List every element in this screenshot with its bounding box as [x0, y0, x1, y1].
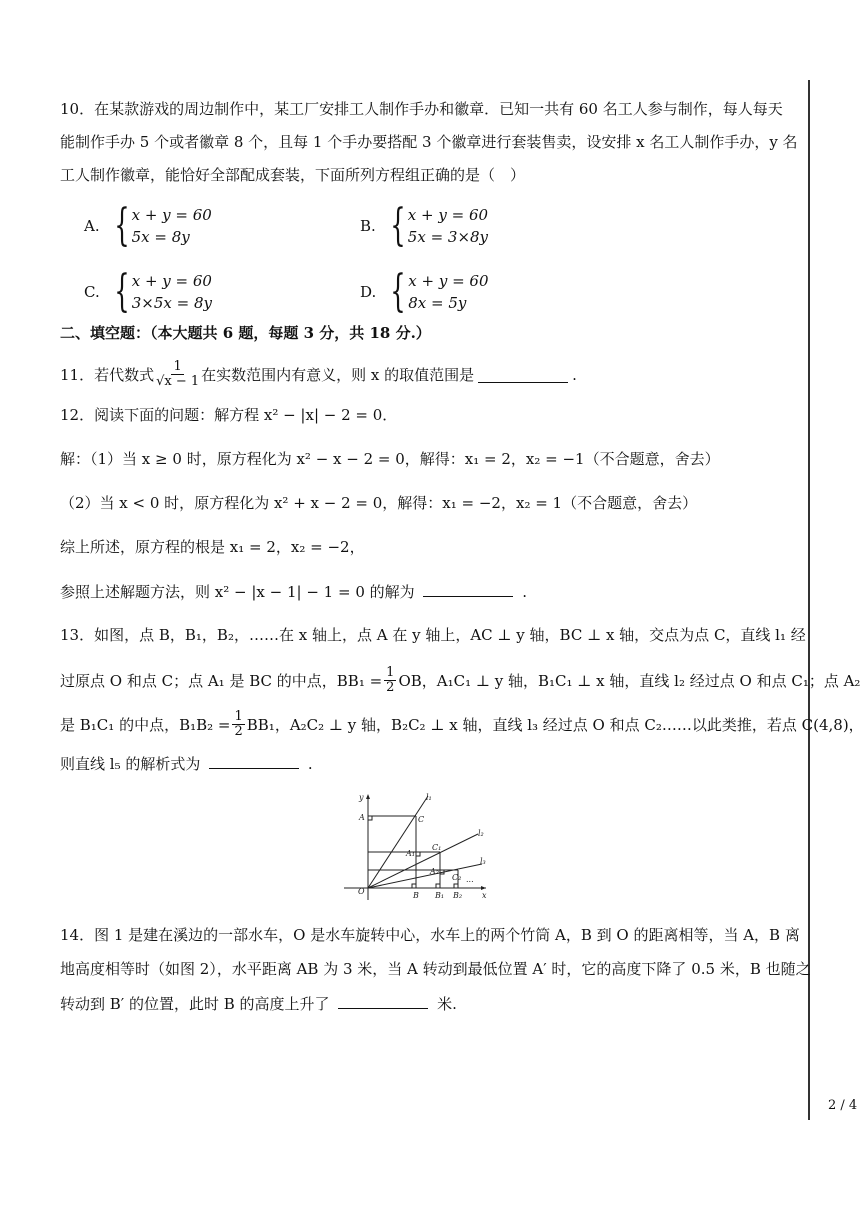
option-label: C. [84, 283, 100, 301]
option-label: B. [360, 217, 376, 235]
equation: x + y = 60 [407, 206, 489, 224]
line-l3 [368, 864, 482, 888]
q12-line-5 [60, 580, 527, 603]
q13-end: . [307, 755, 313, 773]
q13-line-2b: OB，A₁C₁ ⊥ y 轴，B₁C₁ ⊥ x 轴，直线 l₂ 经过点 O 和点 C₁；点 A₂ [398, 671, 861, 690]
label-dots: ... [466, 875, 474, 884]
fraction-numerator: 1 [386, 665, 395, 680]
q11 [60, 360, 577, 389]
fraction-denominator: 2 [386, 680, 395, 695]
fraction-denominator: √x − 1 [156, 374, 200, 389]
right-angle-mark [454, 884, 458, 888]
equation: 3×5x = 8y [131, 294, 212, 312]
q14-line-2: 地高度相等时（如图 2），水平距离 AB 为 3 米，当 A 转动到最低位置 A′ 时，它的高度下降了 0.5 米，B 也随之 [60, 960, 811, 978]
right-angle-mark [368, 816, 372, 820]
q14-end: 米. [437, 995, 457, 1013]
option-label: D. [360, 283, 377, 301]
q12-line-2: 解：（1）当 x ≥ 0 时，原方程化为 x² − x − 2 = 0，解得：x₁ = 2，x₂ = −1（不合题意，舍去） [60, 450, 720, 468]
fraction-numerator: 1 [173, 359, 182, 374]
page-number: 2 / 4 [828, 1098, 858, 1113]
q12-line-1: 12．阅读下面的问题：解方程 x² − |x| − 2 = 0． [60, 406, 398, 424]
label-a2: A₂ [430, 867, 439, 876]
q13-answer-blank[interactable] [209, 752, 299, 769]
label-a: A [359, 813, 365, 822]
label-o: O [358, 887, 365, 896]
q11-prefix: 11．若代数式 [60, 365, 155, 384]
q11-answer-blank[interactable] [478, 366, 568, 383]
equation: 8x = 5y [408, 294, 467, 312]
q12-prompt: 参照上述解题方法，则 x² − |x − 1| − 1 = 0 的解为 [60, 583, 415, 601]
q10-option-d[interactable] [360, 266, 489, 317]
q10-line-2: 能制作手办 5 个或者徽章 8 个，且每 1 个手办要搭配 3 个徽章进行套装售卖，设安排 x 名工人制作手办，y 名 [60, 133, 798, 151]
q10-option-b[interactable] [360, 200, 489, 251]
q13-line-3b: BB₁，A₂C₂ ⊥ y 轴，B₂C₂ ⊥ x 轴，直线 l₃ 经过点 O 和点 C₂……以此类推，若点 C(4,8)， [246, 715, 864, 734]
label-b: B [413, 891, 419, 900]
q14-line-1: 14．图 1 是建在溪边的一部水车，O 是水车旋转中心，水车上的两个竹筒 A，B 到 O 的距离相等，当 A，B 离 [60, 926, 800, 944]
label-l1: l₁ [426, 793, 432, 802]
fraction-numerator: 1 [234, 709, 243, 724]
q12-answer-blank[interactable] [423, 580, 513, 597]
equation: x + y = 60 [131, 272, 212, 290]
line-l1 [368, 796, 428, 888]
equation: x + y = 60 [408, 272, 489, 290]
equation: 5x = 8y [131, 228, 190, 246]
label-a1: A₁ [406, 849, 415, 858]
brace-icon: { [113, 200, 130, 251]
label-l2: l₂ [478, 829, 484, 838]
right-angle-mark [436, 884, 440, 888]
label-b1: B₁ [435, 891, 445, 900]
q13-line-3a: 是 B₁C₁ 的中点，B₁B₂ = [60, 715, 231, 734]
q10-option-c[interactable] [84, 266, 212, 317]
half-fraction [384, 666, 396, 695]
q13-line-4 [60, 752, 313, 775]
brace-icon: { [114, 266, 130, 317]
coordinate-figure [340, 790, 490, 905]
brace-icon: { [390, 266, 406, 317]
y-arrow-icon [366, 794, 370, 799]
q12-line-4: 综上所述，原方程的根是 x₁ = 2，x₂ = −2， [60, 538, 365, 556]
label-l3: l₃ [480, 857, 486, 866]
q13-line-2 [60, 666, 860, 695]
equation: x + y = 60 [131, 206, 212, 224]
q13-line-1: 13．如图，点 B，B₁，B₂，……在 x 轴上，点 A 在 y 轴上，AC ⊥ y 轴，BC ⊥ x 轴，交点为点 C，直线 l₁ 经 [60, 626, 806, 644]
label-x: x [482, 891, 487, 900]
q12-line-3: （2）当 x < 0 时，原方程化为 x² + x − 2 = 0，解得：x₁ = −2，x₂ = 1（不合题意，舍去） [60, 494, 698, 512]
right-angle-mark [416, 852, 420, 856]
right-angle-mark [412, 884, 416, 888]
x-arrow-icon [481, 886, 486, 890]
equation: 5x = 3×8y [407, 228, 489, 246]
q14-answer-blank[interactable] [338, 992, 428, 1009]
q13-prompt: 则直线 l₅ 的解析式为 [60, 755, 201, 773]
q11-end: . [572, 365, 577, 384]
label-c2: C₂ [452, 873, 462, 882]
label-c: C [418, 815, 425, 824]
q11-suffix: 在实数范围内有意义，则 x 的取值范围是 [201, 365, 475, 384]
q11-fraction [156, 360, 199, 389]
option-label: A. [84, 217, 100, 235]
label-c1: C₁ [432, 843, 442, 852]
q14-line-3 [60, 992, 457, 1015]
label-b2: B₂ [453, 891, 463, 900]
brace-icon: { [390, 200, 406, 251]
q13-line-3 [60, 710, 864, 739]
q10-line-3: 工人制作徽章，能恰好全部配成套装，下面所列方程组正确的是（ ） [60, 166, 526, 184]
q14-prompt: 转动到 B′ 的位置，此时 B 的高度上升了 [60, 995, 330, 1013]
half-fraction [232, 710, 244, 739]
q10-option-a[interactable] [84, 200, 212, 251]
section-heading: 二、填空题：（本大题共 6 题，每题 3 分，共 18 分.） [60, 324, 431, 342]
label-y: y [359, 793, 364, 802]
q12-end: . [522, 583, 527, 601]
q13-line-2a: 过原点 O 和点 C；点 A₁ 是 BC 的中点，BB₁ = [60, 671, 383, 690]
line-l2 [368, 834, 478, 888]
q10-line-1: 10．在某款游戏的周边制作中，某工厂安排工人制作手办和徽章．已知一共有 60 名工人参与制作，每人每天 [60, 100, 783, 118]
fraction-denominator: 2 [234, 724, 243, 739]
